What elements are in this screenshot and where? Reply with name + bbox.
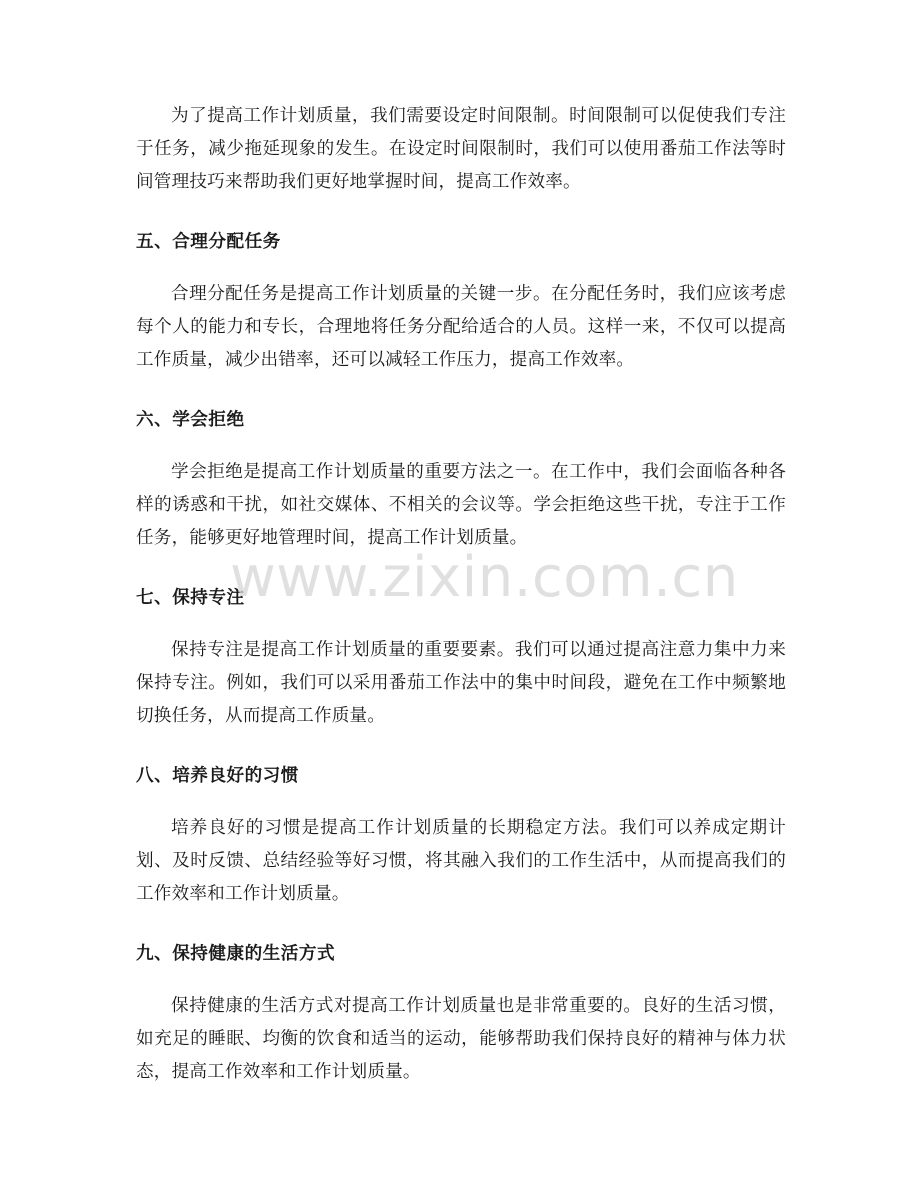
section-paragraph: 培养良好的习惯是提高工作计划质量的长期稳定方法。我们可以养成定期计划、及时反馈、总结经验等好习惯，将其融入我们的工作生活中，从而提高我们的工作效率和工作计划质量。 [136, 818, 786, 904]
document-body [136, 100, 786, 1089]
section-paragraph: 保持健康的生活方式对提高工作计划质量也是非常重要的。良好的生活习惯，如充足的睡眠、均衡的饮食和适当的运动，能够帮助我们保持良好的精神与体力状态，提高工作效率和工作计划质量。 [136, 996, 786, 1082]
section-paragraph: 学会拒绝是提高工作计划质量的重要方法之一。在工作中，我们会面临各种各样的诱惑和干扰，如社交媒体、不相关的会议等。学会拒绝这些干扰，专注于工作任务，能够更好地管理时间，提高工作计划质量。 [136, 462, 786, 548]
section-5 [136, 230, 786, 377]
section-8 [136, 764, 786, 911]
section-7 [136, 586, 786, 733]
section-6 [136, 408, 786, 555]
section-heading: 五、合理分配任务 [136, 232, 281, 252]
section-heading: 七、保持专注 [136, 588, 245, 608]
watermark: www.zixin.com.cn [230, 545, 739, 610]
section-heading: 九、保持健康的生活方式 [136, 944, 336, 964]
intro-paragraph: 为了提高工作计划质量，我们需要设定时间限制。时间限制可以促使我们专注于任务，减少拖延现象的发生。在设定时间限制时，我们可以使用番茄工作法等时间管理技巧来帮助我们更好地掌握时间，提高工作效率。 [136, 106, 786, 192]
section-heading: 六、学会拒绝 [136, 410, 245, 430]
section-paragraph: 合理分配任务是提高工作计划质量的关键一步。在分配任务时，我们应该考虑每个人的能力和专长，合理地将任务分配给适合的人员。这样一来，不仅可以提高工作质量，减少出错率，还可以减轻工作压力，提高工作效率。 [136, 284, 786, 370]
section-paragraph: 保持专注是提高工作计划质量的重要要素。我们可以通过提高注意力集中力来保持专注。例如，我们可以采用番茄工作法中的集中时间段，避免在工作中频繁地切换任务，从而提高工作质量。 [136, 640, 786, 726]
section-9 [136, 942, 786, 1089]
section-heading: 八、培养良好的习惯 [136, 766, 299, 786]
